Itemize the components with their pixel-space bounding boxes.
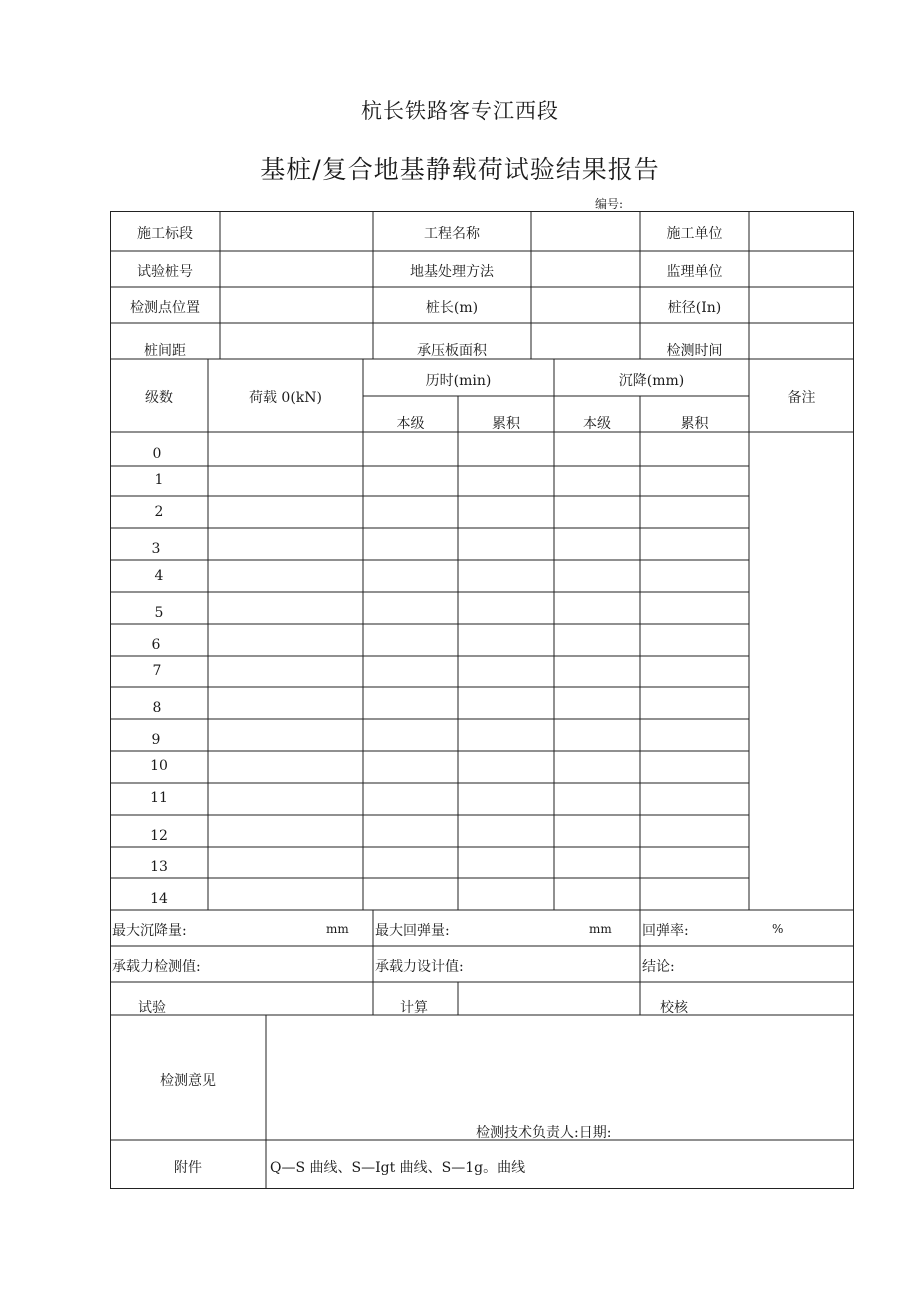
supervisor-label: 监理单位 — [666, 264, 723, 280]
tester-label: 试验 — [138, 1000, 166, 1016]
table-row-level: 12 — [150, 828, 168, 844]
settlement-header: 沉降(mm) — [618, 373, 685, 389]
table-row-level: 5 — [154, 605, 164, 621]
table-row-level: 1 — [154, 472, 164, 488]
opinion-field[interactable] — [267, 1016, 853, 1139]
pile-diameter-value[interactable] — [750, 288, 853, 322]
serial-number-label: 编号: — [595, 197, 624, 211]
table-row-level: 14 — [150, 891, 168, 907]
contractor-value[interactable] — [750, 212, 853, 250]
table-row-level: 11 — [150, 790, 168, 806]
table-row-level: 9 — [151, 732, 161, 748]
test-pile-no-label: 试验桩号 — [137, 264, 193, 280]
test-time-value[interactable] — [750, 324, 853, 358]
checker-label: 校核 — [660, 1000, 688, 1016]
location-value[interactable] — [221, 288, 372, 322]
remark-header: 备注 — [787, 390, 816, 406]
capacity-design-label: 承载力设计值: — [375, 959, 464, 975]
calculator-label: 计算 — [400, 1000, 428, 1016]
pile-spacing-label: 桩间距 — [144, 343, 186, 359]
level-header: 级数 — [145, 390, 173, 406]
duration-cumulative-header: 累积 — [492, 416, 520, 432]
duration-this-level-header: 本级 — [396, 416, 425, 432]
treatment-method-label: 地基处理方法 — [410, 264, 494, 280]
table-row-level: 8 — [152, 700, 162, 716]
table-row-level: 3 — [151, 541, 161, 557]
treatment-method-value[interactable] — [532, 252, 639, 286]
plate-area-value[interactable] — [532, 324, 639, 358]
table-row-level: 0 — [152, 446, 162, 462]
report-subtitle: 杭长铁路客专江西段 — [361, 99, 559, 123]
table-row-level: 10 — [150, 758, 168, 774]
location-label: 检测点位置 — [130, 300, 200, 316]
pile-length-label: 桩长(m) — [425, 300, 479, 316]
section-label: 施工标段 — [137, 226, 193, 242]
table-row-level: 6 — [151, 637, 161, 653]
rebound-rate-label: 回弹率: — [642, 923, 689, 939]
duration-header: 历时(min) — [425, 373, 492, 389]
table-row-level: 2 — [154, 504, 164, 520]
settlement-cumulative-header: 累积 — [680, 416, 709, 432]
opinion-label: 检测意见 — [160, 1073, 216, 1089]
report-table — [110, 211, 854, 1189]
table-row-level: 13 — [150, 859, 168, 875]
opinion-signoff: 检测技术负责人:日期: — [476, 1125, 612, 1141]
settlement-this-level-header: 本级 — [583, 416, 611, 432]
max-rebound-unit: mm — [589, 922, 612, 936]
attachment-content: Q—S 曲线、S—Igt 曲线、S—1g。曲线 — [270, 1160, 526, 1176]
load-header: 荷载 0(kN) — [248, 390, 322, 406]
pile-length-value[interactable] — [532, 288, 639, 322]
table-row-level: 7 — [152, 663, 162, 679]
plate-area-label: 承压板面积 — [417, 343, 487, 359]
test-time-label: 检测时间 — [666, 343, 723, 359]
table-row-level: 4 — [154, 568, 164, 584]
pile-spacing-value[interactable] — [221, 324, 372, 358]
attachment-label: 附件 — [174, 1160, 202, 1176]
section-value[interactable] — [221, 212, 372, 250]
conclusion-label: 结论: — [642, 959, 675, 975]
max-rebound-label: 最大回弹量: — [375, 923, 450, 939]
report-title: 基桩/复合地基静载荷试验结果报告 — [260, 155, 660, 184]
pile-diameter-label: 桩径(In) — [667, 300, 722, 316]
contractor-label: 施工单位 — [666, 226, 723, 242]
supervisor-value[interactable] — [750, 252, 853, 286]
project-name-label: 工程名称 — [424, 226, 480, 242]
rebound-rate-unit: % — [772, 922, 784, 936]
max-settlement-label: 最大沉降量: — [112, 923, 187, 939]
capacity-test-label: 承载力检测值: — [112, 959, 201, 975]
project-name-value[interactable] — [532, 212, 639, 250]
max-settlement-unit: mm — [326, 922, 349, 936]
test-pile-no-value[interactable] — [221, 252, 372, 286]
